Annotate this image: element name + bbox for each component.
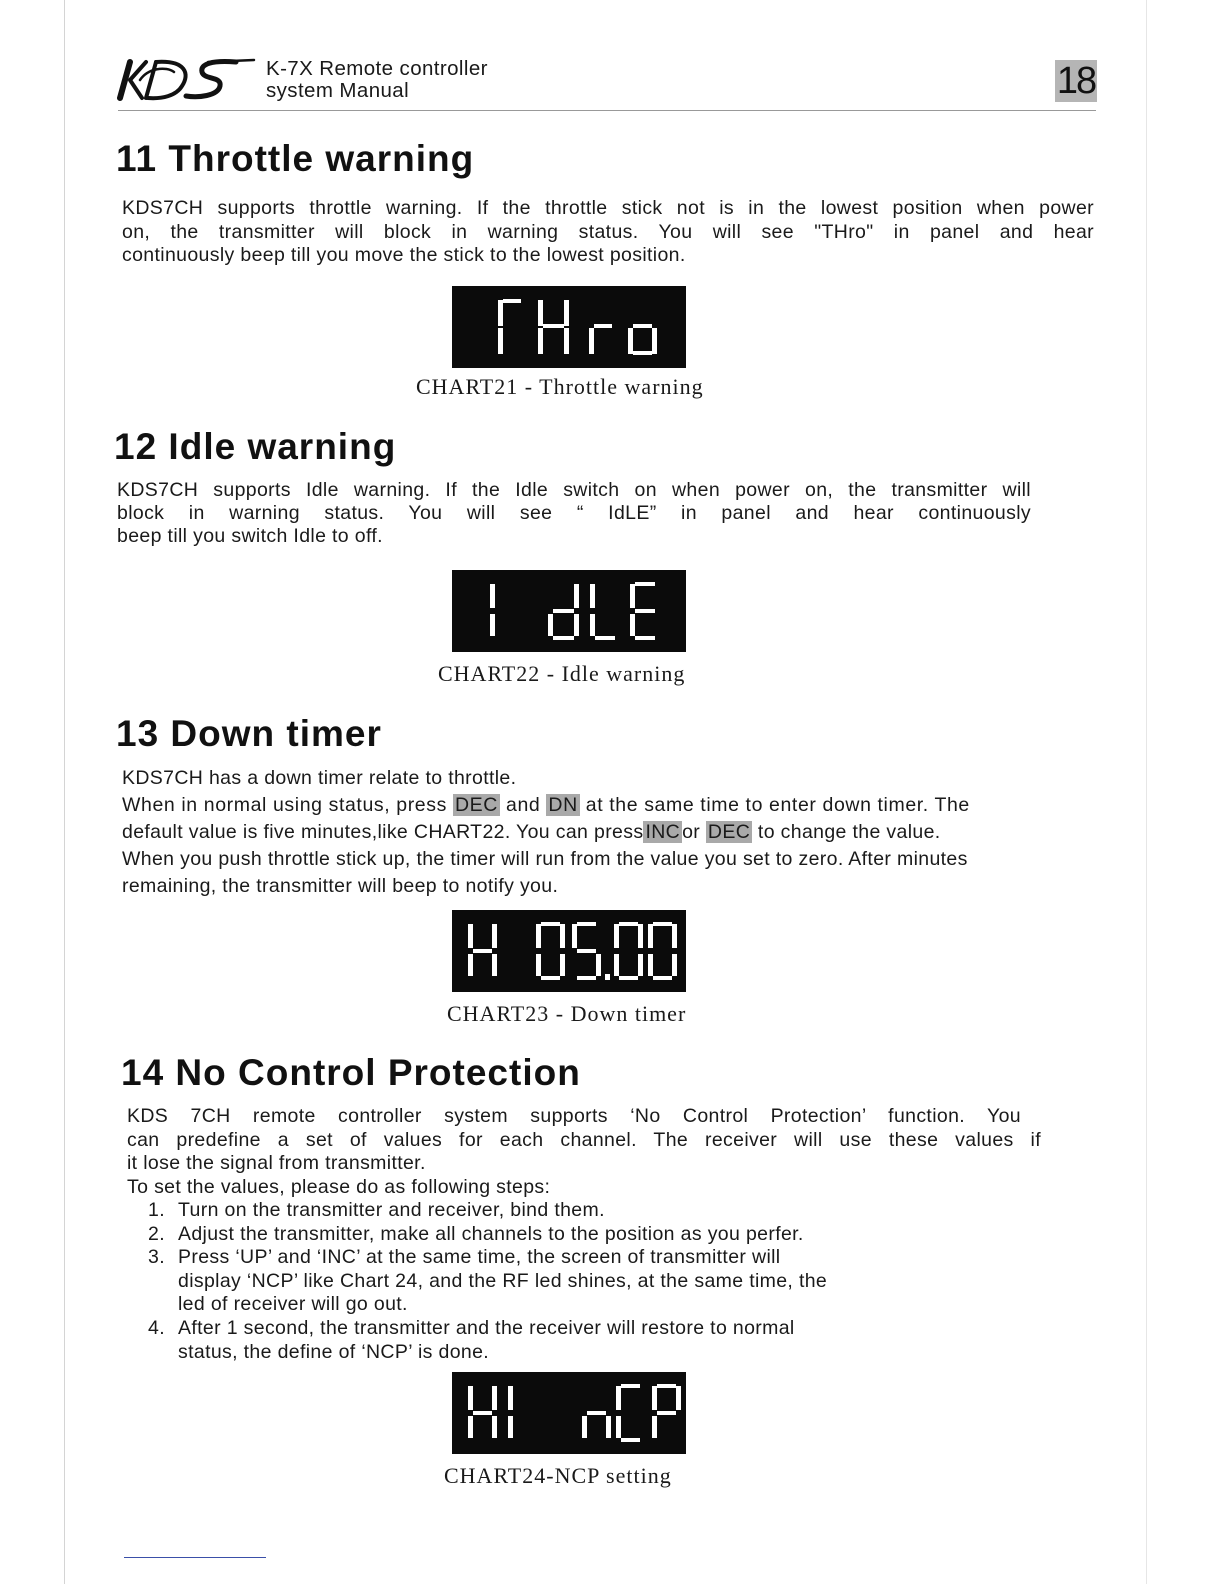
lcd-display-ncp <box>452 1372 686 1454</box>
step-text: Turn on the transmitter and receiver, bind them. <box>178 1199 605 1221</box>
step-text: led of receiver will go out. <box>178 1293 408 1316</box>
step-text: display ‘NCP’ like Chart 24, and the RF led shines, at the same time, the <box>178 1269 828 1292</box>
text-run: default value is five minutes,like CHART22. You can press <box>122 821 644 843</box>
key-label-inc: INC <box>645 821 681 843</box>
lcd-display-down-timer <box>452 910 686 992</box>
section-heading-idle-warning: 12 Idle warning <box>114 426 397 467</box>
list-item <box>148 1223 1008 1247</box>
ncp-paragraph <box>127 1105 1043 1199</box>
paragraph-line <box>122 820 1094 847</box>
paragraph-line: KDS 7CH remote controller system supports ‘No Control Protection’ function. You <box>127 1105 1021 1127</box>
manual-title <box>266 58 488 102</box>
text-run: to change the value. <box>757 821 941 843</box>
lcd-display-idle <box>452 570 686 652</box>
chart-caption-throttle: CHART21 - Throttle warning <box>416 374 704 399</box>
paragraph-line: continuously beep till you move the stick to the lowest position. <box>122 244 686 266</box>
paragraph-line: remaining, the transmitter will beep to notify you. <box>122 875 559 897</box>
paragraph-line: KDS7CH has a down timer relate to throttle. <box>122 767 517 789</box>
chart-caption-idle: CHART22 - Idle warning <box>438 661 686 686</box>
step-text: Adjust the transmitter, make all channels to the position as you perfer. <box>178 1222 804 1245</box>
section-heading-down-timer: 13 Down timer <box>116 713 382 754</box>
kds-logo <box>116 54 256 106</box>
paragraph-line: on, the transmitter will block in warning status. You will see "THro" in panel and hear <box>122 220 1094 243</box>
step-text: status, the define of ‘NCP’ is done. <box>178 1340 490 1363</box>
key-label-dec: DEC <box>455 794 498 816</box>
down-timer-paragraph <box>122 766 1094 901</box>
throttle-warning-paragraph <box>122 197 1094 268</box>
paragraph-line: can predefine a set of values for each channel. The receiver will use these values if <box>127 1128 1041 1151</box>
page-edge-left <box>64 0 65 1584</box>
step-number: 4. <box>148 1316 165 1339</box>
list-item <box>148 1246 1008 1317</box>
section-heading-no-control-protection: 14 No Control Protection <box>121 1052 581 1093</box>
paragraph-line: To set the values, please do as following steps: <box>127 1175 551 1198</box>
chart-caption-ncp: CHART24-NCP setting <box>444 1463 672 1488</box>
ncp-steps-list <box>148 1199 1008 1364</box>
text-run: and <box>506 794 541 816</box>
page-edge-right <box>1146 0 1147 1584</box>
paragraph-line: block in warning status. You will see “ IdLE” in panel and hear continuously <box>117 502 1031 524</box>
list-item <box>148 1199 1008 1223</box>
text-run: or <box>682 821 701 843</box>
header-divider <box>118 110 1096 111</box>
key-label-dn: DN <box>548 794 578 816</box>
key-label-dec: DEC <box>707 821 751 843</box>
lcd-display-throttle <box>452 286 686 368</box>
text-run: When in normal using status, press <box>122 794 447 816</box>
paragraph-line: When you push throttle stick up, the timer will run from the value you set to zero. After minutes <box>122 848 968 870</box>
step-text: Press ‘UP’ and ‘INC’ at the same time, the screen of transmitter will <box>178 1246 781 1269</box>
step-number: 1. <box>148 1199 165 1221</box>
text-run: at the same time to enter down timer. The <box>585 794 970 816</box>
paragraph-line: beep till you switch Idle to off. <box>117 525 383 547</box>
section-heading-throttle-warning: 11 Throttle warning <box>116 138 475 179</box>
manual-title-line2: system Manual <box>266 79 410 102</box>
manual-title-line1: K-7X Remote controller <box>266 57 488 80</box>
step-number: 3. <box>148 1246 165 1269</box>
chart-caption-down-timer: CHART23 - Down timer <box>447 1001 687 1026</box>
footnote-divider <box>124 1557 266 1558</box>
paragraph-line <box>122 793 1094 820</box>
step-text: After 1 second, the transmitter and the receiver will restore to normal <box>178 1316 795 1339</box>
idle-warning-paragraph <box>117 479 1031 548</box>
paragraph-line: it lose the signal from transmitter. <box>127 1152 426 1175</box>
list-item <box>148 1317 1008 1364</box>
paragraph-line: KDS7CH supports Idle warning. If the Idle switch on when power on, the transmitter will <box>117 479 1031 501</box>
page-number: 18 <box>1056 60 1096 102</box>
paragraph-line: KDS7CH supports throttle warning. If the throttle stick not is in the lowest position when power <box>122 197 1094 219</box>
step-number: 2. <box>148 1222 165 1245</box>
